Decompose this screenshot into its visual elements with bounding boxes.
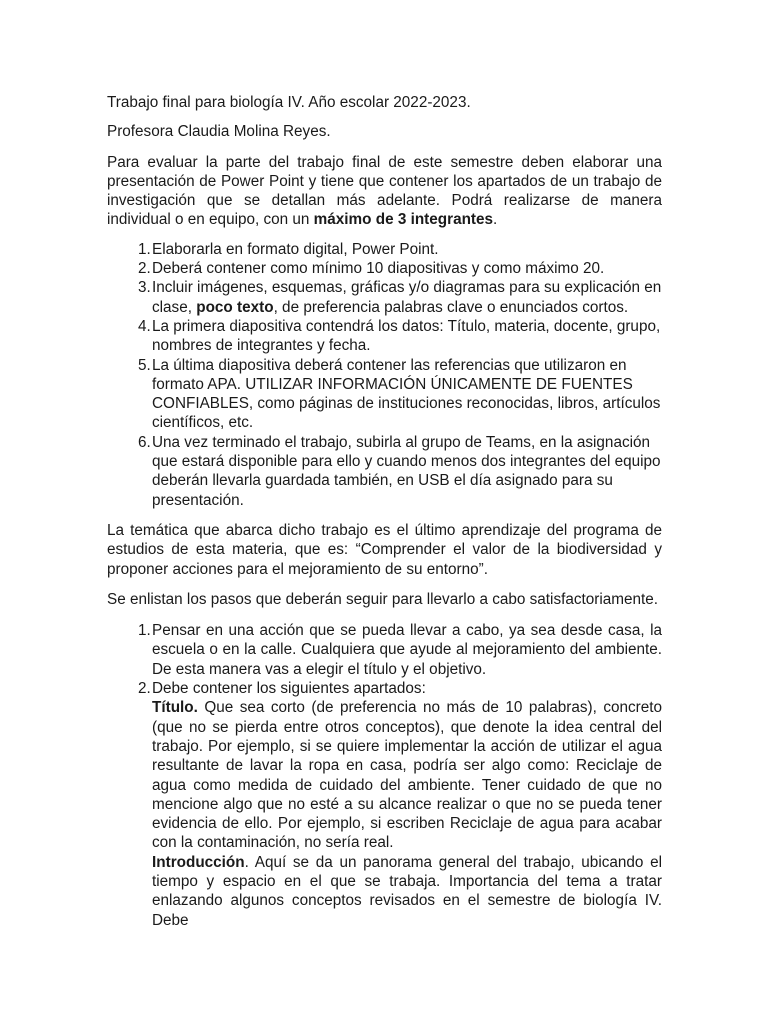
intro-end: . bbox=[493, 211, 498, 229]
requirement-item bbox=[107, 356, 662, 433]
requirement-number: 6. bbox=[138, 433, 151, 451]
teacher-name: Profesora Claudia Molina Reyes. bbox=[107, 123, 331, 141]
section-introduccion bbox=[152, 853, 662, 930]
requirement-number: 3. bbox=[138, 279, 151, 297]
requirement-text: La primera diapositiva contendrá los datos: Título, materia, docente, grupo, nombres de integrantes y fecha. bbox=[152, 317, 661, 355]
requirement-text-pre: Incluir imágenes, esquemas, gráficas y/o diagramas para su explicación en clase, bbox=[152, 279, 662, 316]
section-introduccion-text: . Aquí se da un panorama general del trabajo, ubicando el tiempo y espacio en el que se trabaja. Importancia del tema a tratar enlazando algunos conceptos revisados en el semestre de biología IV. Debe bbox=[152, 853, 662, 929]
requirement-number: 5. bbox=[138, 356, 151, 374]
requirement-item bbox=[107, 278, 662, 317]
step-number: 2. bbox=[138, 680, 151, 698]
section-titulo bbox=[152, 698, 662, 852]
requirement-text: Elaborarla en formato digital, Power Point. bbox=[152, 240, 439, 258]
requirement-number: 2. bbox=[138, 260, 151, 278]
section-introduccion-label: Introducción bbox=[152, 853, 245, 871]
requirements-list bbox=[107, 240, 662, 510]
steps-intro: Se enlistan los pasos que deberán seguir para llevarlo a cabo satisfactoriamente. bbox=[107, 590, 659, 608]
steps-list bbox=[107, 621, 662, 930]
step-item bbox=[107, 679, 662, 930]
topic-paragraph: La temática que abarca dicho trabajo es el último aprendizaje del programa de estudios de esta materia, que es: “Comprender el valor de la biodiversidad y proponer acciones para el mejoramiento de su entorno”. bbox=[107, 521, 662, 578]
requirement-number: 4. bbox=[138, 317, 151, 335]
intro-text: Para evaluar la parte del trabajo final de este semestre deben elaborar una presentación de Power Point y tiene que contener los apartados de un trabajo de investigación que se detallan más adelante. Podrá realizarse de manera individual o en equipo, con un bbox=[107, 153, 662, 229]
requirement-number: 1. bbox=[138, 240, 151, 258]
requirement-text bbox=[152, 278, 662, 317]
assignment-title: Trabajo final para biología IV. Año escolar 2022-2023. bbox=[107, 94, 471, 111]
intro-bold-max-members: máximo de 3 integrantes bbox=[313, 211, 494, 229]
requirement-text: Una vez terminado el trabajo, subirla al grupo de Teams, en la asignación que estará disponible para ello y cuando menos dos integrantes del equipo deberán llevarla guardada también, en USB el día asignado para su presentación. bbox=[152, 433, 661, 509]
document-body bbox=[107, 93, 662, 930]
requirement-bold-little-text: poco texto bbox=[196, 298, 274, 316]
step-item bbox=[107, 621, 662, 679]
requirement-item bbox=[107, 433, 662, 510]
step-number: 1. bbox=[138, 622, 151, 640]
requirement-text-post: , de preferencia palabras clave o enunciados cortos. bbox=[273, 298, 629, 316]
section-titulo-text: Que sea corto (de preferencia no más de 10 palabras), concreto (que no se pierda entre otros conceptos), que denote la idea central del trabajo. Por ejemplo, si se quiere implementar la acción de utilizar el agua resultante de lavar la ropa en casa, podría ser algo como: Reciclaje de agua como medida de cuidado del ambiente. Tener cuidado de que no mencione algo que no esté a su alcance realizar o que no se pueda tener evidencia de ello. Por ejemplo, si escriben Reciclaje de agua para acabar con la contaminación, no sería real. bbox=[152, 699, 662, 852]
requirement-item bbox=[107, 259, 662, 278]
step-text: Debe contener los siguientes apartados: bbox=[152, 680, 426, 698]
requirement-text: La última diapositiva deberá contener las referencias que utilizaron en formato APA. UTILIZAR INFORMACIÓN ÚNICAMENTE DE FUENTES CONFIABLES, como páginas de instituciones reconocidas, libros, artículos científicos, etc. bbox=[152, 356, 661, 432]
requirement-item bbox=[107, 317, 662, 356]
intro-paragraph bbox=[107, 153, 662, 230]
section-titulo-label: Título. bbox=[152, 699, 198, 717]
requirement-item bbox=[107, 240, 662, 259]
requirement-text: Deberá contener como mínimo 10 diapositivas y como máximo 20. bbox=[152, 260, 605, 278]
step-text: Pensar en una acción que se pueda llevar a cabo, ya sea desde casa, la escuela o en la calle. Cualquiera que ayude al mejoramiento del ambiente. De esta manera vas a elegir el título y el objetivo. bbox=[152, 622, 662, 678]
